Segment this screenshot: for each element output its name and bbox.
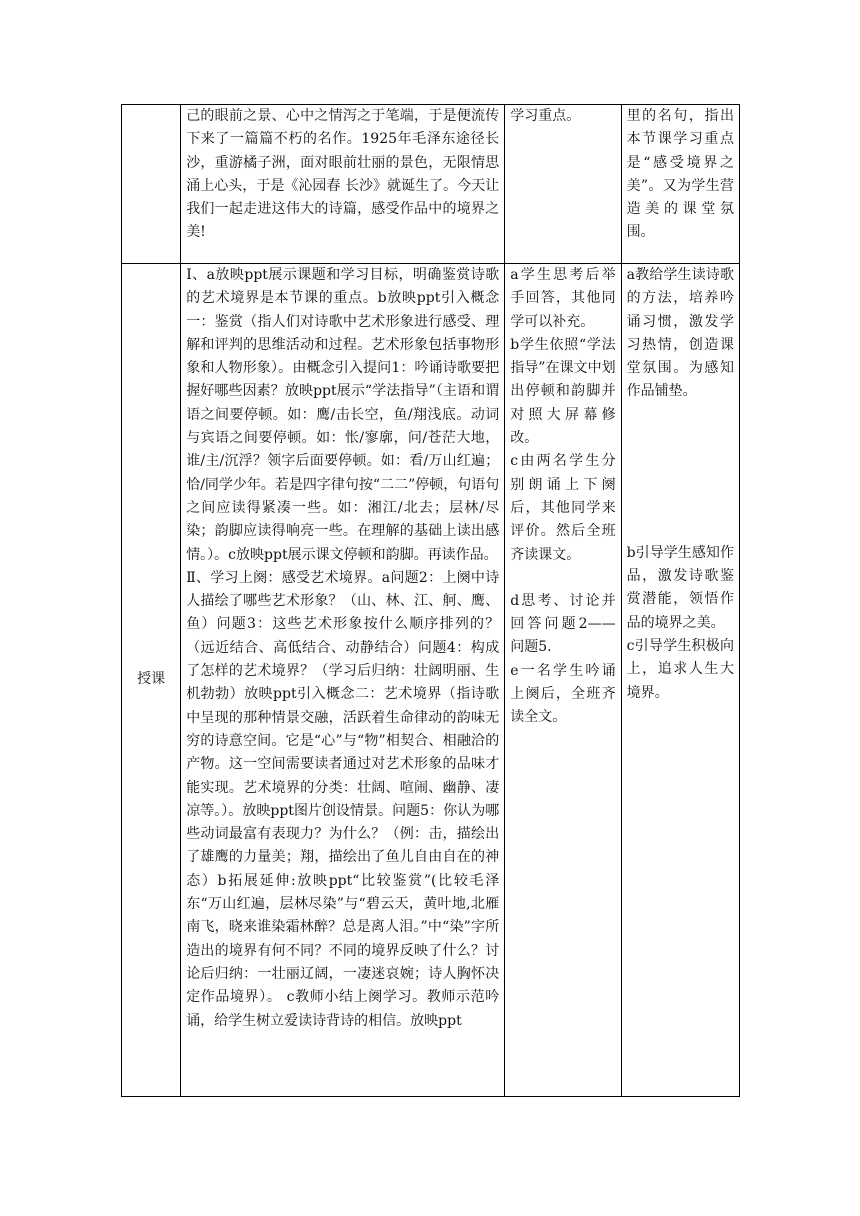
student-paragraph: d思考、讨论并回答问题2——问题5. [510, 592, 616, 656]
lesson-plan-table [121, 104, 740, 1097]
table-row [122, 105, 740, 264]
student-paragraph: b学生依照“学法指导”在课文中划出停顿和韵脚并对照大屏幕修改。 [510, 336, 616, 447]
student-paragraph: c由两名学生分别朗诵上下阕后，其他同学来评价。然后全班齐读课文。 [510, 453, 616, 563]
stage-cell: 授课 [122, 264, 181, 1097]
teacher-paragraph: Ⅱ、学习上阕：感受艺术境界。a问题2：上阕中诗人描绘了哪些艺术形象？（山、林、江、舸、鹰、鱼）问题3：这些艺术形象按什么顺序排列的？（远近结合、高低结合、动静结合）问题4：构成了怎样的艺术境界？（学习后归纳：壮阔明丽、生机勃勃）放映ppt引入概念二：艺术境界（指诗歌中呈现的那种情景交融，活跃着生命律动的韵味无穷的诗意空间。它是“心”与“物”相契合、相融洽的产物。这一空间需要读者通过对艺术形象的品味才能实现。艺术境界的分类：壮阔、喧闹、幽静、凄凉等。）。放映ppt图片创设情景。问题5：你认为哪些动词最富有表现力？为什么？（例：击，描绘出了雄鹰的力量美；翔，描绘出了鱼儿自由自在的神态）b拓展延伸:放映ppt“比较鉴赏”(比较毛泽东“万山红遍，层林尽染”与“碧云天，黄叶地,北雁南飞，晓来谁染霜林醉？总是离人泪。”中“染”字所造出的境界有何不同？不同的境界反映了什么？讨论后归纳：一壮丽辽阔，一凄迷哀婉；诗人胸怀决定作品境界）。 c教师小结上阕学习。教师示范吟诵，给学生树立爱读诗背诗的相信。放映ppt [186, 569, 500, 1029]
student-activity-cell [505, 264, 621, 1097]
intent-paragraph: c引导学生积极向上，追求人生大境界。 [626, 637, 734, 701]
teacher-activity-cell [181, 105, 505, 264]
teacher-paragraph: 己的眼前之景、心中之情泻之于笔端，于是便流传下来了一篇篇不朽的名作。1925年毛泽东途径长沙，重游橘子洲，面对眼前壮丽的景色，无限情思涌上心头，于是《沁园春 长沙》就诞生了。今天让我们一起走进这伟大的诗篇，感受作品中的境界之美! [186, 108, 500, 241]
student-paragraph: e一名学生吟诵上阕后，全班齐读全文。 [510, 662, 616, 726]
student-paragraph: 学习重点。 [510, 108, 581, 124]
student-paragraph: a学生思考后举手回答，其他同学可以补充。 [510, 267, 616, 330]
design-intent-cell [621, 105, 739, 264]
intent-paragraph: 里的名句，指出本节课学习重点是“感受境界之美”。又为学生营造美的课堂氛围。 [626, 108, 734, 241]
teacher-activity-cell [181, 264, 505, 1097]
design-intent-cell [621, 264, 739, 1097]
table-row [122, 264, 740, 1097]
student-activity-cell [505, 105, 621, 264]
intent-paragraph: b引导学生感知作品，激发诗歌鉴赏潜能，领悟作品的境界之美。 [626, 544, 734, 631]
teacher-paragraph: Ⅰ、a放映ppt展示课题和学习目标，明确鉴赏诗歌的艺术境界是本节课的重点。b放映ppt引入概念一：鉴赏（指人们对诗歌中艺术形象进行感受、理解和评判的思维活动和过程。艺术形象包括事物形象和人物形象）。由概念引入提问1：吟诵诗歌要把握好哪些因素？放映ppt展示“学法指导”（主语和谓语之间要停顿。如：鹰/击长空，鱼/翔浅底。动词与宾语之间要停顿。如：怅/寥廓，问/苍茫大地，谁/主/沉浮？领字后面要停顿。如：看/万山红遍；恰/同学少年。若是四字律句按“二二”停顿，句语句之间应读得紧凑一些。如：湘江/北去；层林/尽染；韵脚应读得响亮一些。在理解的基础上读出感情。）。c放映ppt展示课文停顿和韵脚。再读作品。 [186, 267, 500, 563]
stage-cell [122, 105, 181, 264]
intent-paragraph: a教给学生读诗歌的方法，培养吟诵习惯，激发学习热情，创造课堂氛围。为感知作品铺垫。 [626, 267, 734, 400]
